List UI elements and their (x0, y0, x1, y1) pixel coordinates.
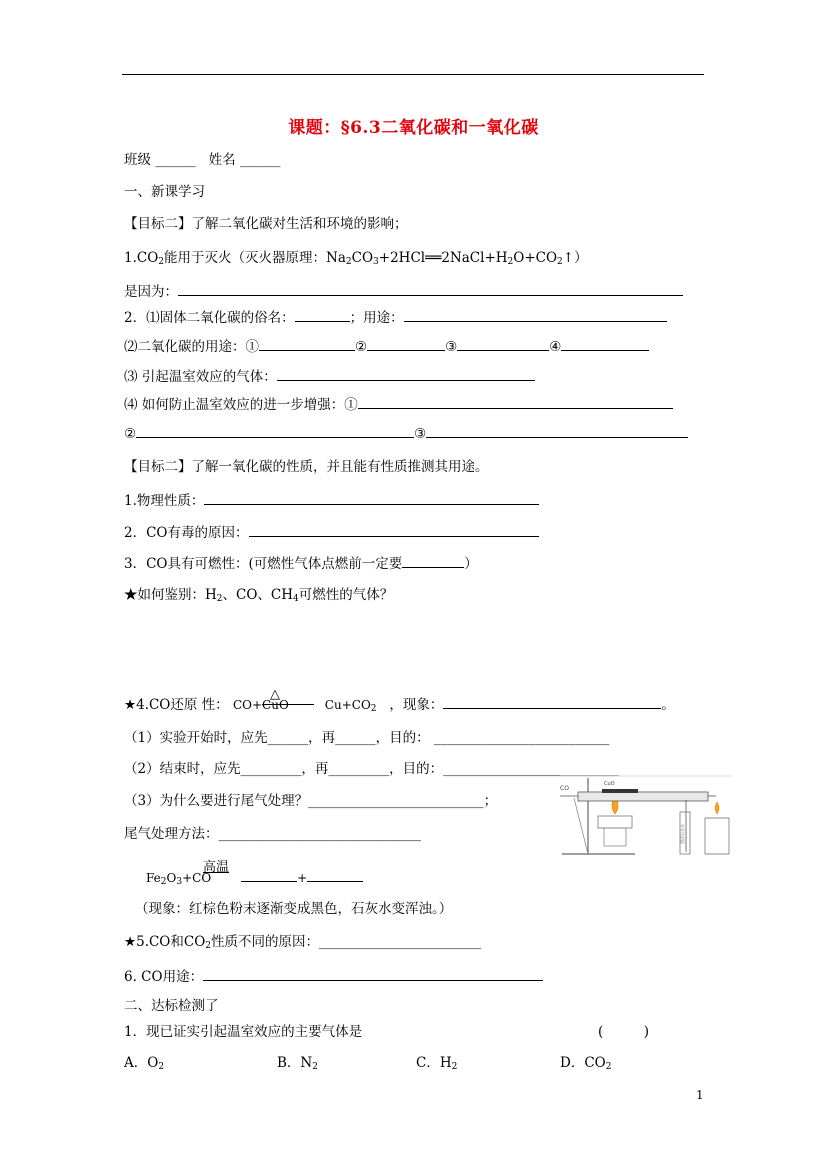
class-name-line (124, 151, 280, 169)
answer-blank[interactable] (295, 307, 350, 322)
co-flammable-line: 3．CO具有可燃性：(可燃性气体点燃前一定要 ） (124, 553, 478, 573)
identify-gases-line: ★如何鉴别：$H_2$、CO、$CH_4$可燃性的气体？ (124, 587, 394, 604)
answer-blank[interactable] (259, 336, 355, 351)
answer-blank[interactable] (426, 423, 688, 438)
q2-3-line: ⑶ 引起温室效应的气体： (124, 366, 535, 386)
answer-blank[interactable] (457, 336, 549, 351)
reaction-condition: 高温 (203, 860, 230, 875)
co-toxic-line: 2．CO有毒的原因： (124, 522, 539, 542)
section-test: 二、达标检测了 (124, 998, 219, 1014)
label-co: CO (560, 785, 569, 792)
answer-blank[interactable] (404, 307, 667, 322)
tail-method-line: 尾气处理方法：______________________________ (124, 826, 421, 842)
label-limewater: 澄清石灰水 (680, 824, 685, 844)
answer-blank[interactable] (402, 553, 464, 568)
answer-blank[interactable] (307, 867, 363, 882)
experiment-apparatus-figure (560, 770, 732, 858)
q2-2-line: ⑵二氧化碳的用途：① ② ③ ④ (124, 336, 649, 356)
answer-blank[interactable] (241, 867, 297, 882)
option-d[interactable]: D．$CO_2$ (560, 1055, 612, 1072)
page-title: 课题：§6.3二氧化碳和一氧化碳 (288, 118, 539, 138)
answer-blank[interactable] (358, 394, 673, 409)
option-c[interactable]: C．$H_2$ (416, 1055, 458, 1072)
answer-blank[interactable] (443, 694, 661, 709)
exp-end-line: （2）结束时，应先_________，再_________，目的：__________________________ (124, 761, 619, 777)
answer-parentheses[interactable]: ( ) (598, 1024, 650, 1040)
page-number: 1 (696, 1088, 704, 1102)
label-cuo: CuO (604, 781, 615, 787)
answer-blank[interactable] (561, 336, 649, 351)
goal-co2: 【目标二】了解二氧化碳对生活和环境的影响； (124, 216, 408, 232)
fe-reaction-line: $Fe_2O_3+CO$ + (146, 867, 363, 891)
co-co2-difference-line: ★5.CO和$CO_2$性质不同的原因：________________________ (124, 934, 482, 951)
option-b[interactable]: B．$N_2$ (277, 1055, 318, 1072)
fe-phenomenon: （现象：红棕色粉末逐渐变成黑色，石灰水变浑浊。） (135, 901, 453, 917)
test-q1: 1．现已证实引起温室效应的主要气体是 (124, 1024, 363, 1040)
q1-line: $1.CO_2$能用于灭火（灭火器原理：$Na_2CO_3+2HCl══2NaCl+H_2O+CO_2↑$） (124, 250, 588, 267)
answer-blank[interactable] (277, 366, 535, 381)
answer-blank[interactable] (204, 490, 539, 505)
co-use-line: 6. CO用途： (124, 966, 543, 986)
goal-co: 【目标二】了解一氧化碳的性质，并且能有性质推测其用途。 (124, 459, 489, 475)
q1-reason-line: 是因为： (124, 281, 683, 301)
q2-4-line: ⑷ 如何防止温室效应的进一步增强：① (124, 394, 673, 414)
section-new-lesson: 一、新课学习 (124, 184, 205, 200)
q2-4b-line: ② ③ (124, 423, 688, 443)
header-rule (122, 74, 704, 75)
answer-blank[interactable] (249, 522, 539, 537)
heat-symbol: △ (270, 687, 280, 702)
class-label: 班级 ______ (124, 152, 196, 168)
answer-blank[interactable] (136, 423, 414, 438)
co-reduction-line: ★4.CO还原 性： CO+CuO $Cu+CO_2$ ，现象： 。 (124, 694, 675, 718)
answer-blank[interactable] (367, 336, 445, 351)
co-physical-line: 1.物理性质： (124, 490, 539, 510)
exp-start-line: （1）实验开始时，应先______，再______，目的： __________________________ (124, 730, 610, 746)
answer-blank[interactable] (178, 281, 683, 296)
q2-line: 2．⑴固体二氧化碳的俗名： ；用途： (124, 307, 667, 327)
option-a[interactable]: A．$O_2$ (124, 1055, 165, 1072)
exp-tail-question-line: （3）为什么要进行尾气处理？__________________________； (124, 793, 498, 809)
answer-blank[interactable] (203, 966, 543, 981)
name-label: 姓名 ______ (208, 152, 281, 168)
